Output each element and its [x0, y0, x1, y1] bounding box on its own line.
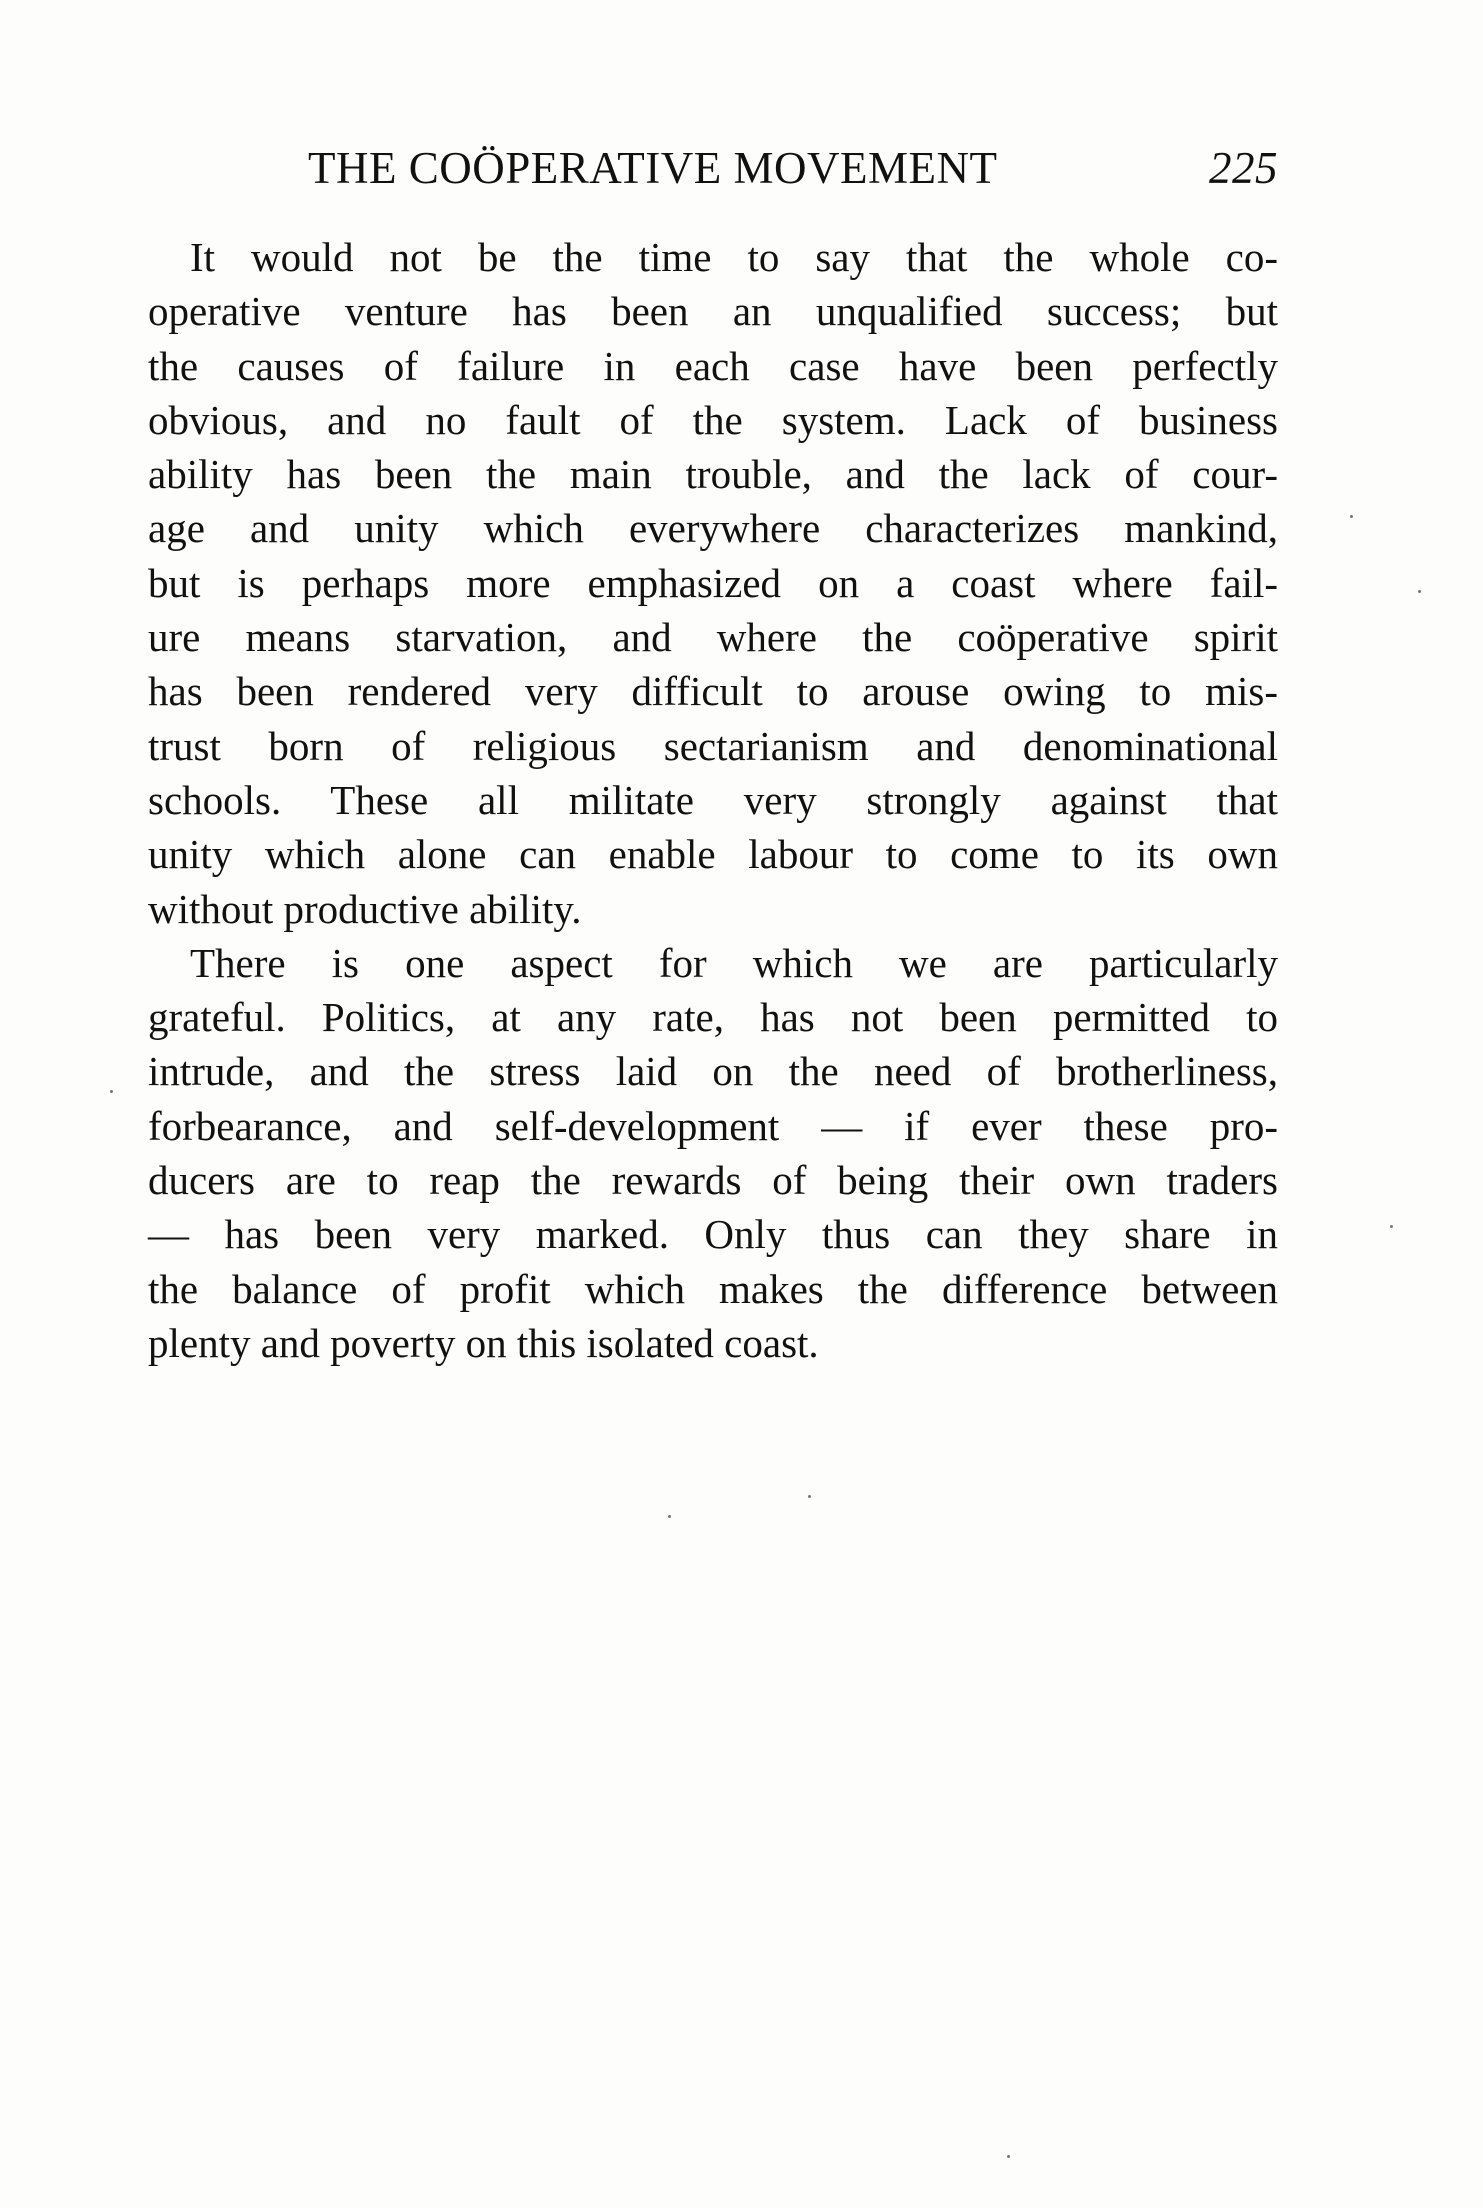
- scan-speck: [808, 1495, 811, 1498]
- scan-speck: [1007, 2155, 1010, 2158]
- text-line: the causes of failure in each case have been perfectly: [148, 342, 1278, 389]
- scan-speck: [1390, 1225, 1393, 1228]
- text-line: grateful. Politics, at any rate, has not been permitted to: [148, 994, 1278, 1041]
- paragraph-2: [148, 936, 1278, 1370]
- text-line: ducers are to reap the rewards of being their own traders: [148, 1157, 1278, 1204]
- text-line: age and unity which everywhere characterizes mankind,: [148, 505, 1278, 552]
- text-line: the balance of profit which makes the difference between: [148, 1265, 1278, 1312]
- scan-speck: [1350, 515, 1353, 518]
- text-line: but is perhaps more emphasized on a coast where fail-: [148, 559, 1278, 606]
- text-line: unity which alone can enable labour to come to its own: [148, 831, 1278, 878]
- text-line: plenty and poverty on this isolated coast.: [148, 1319, 819, 1366]
- running-title: THE COÖPERATIVE MOVEMENT: [308, 143, 998, 193]
- text-line: trust born of religious sectarianism and denominational: [148, 722, 1278, 769]
- scan-speck: [1418, 590, 1421, 593]
- text-line: ure means starvation, and where the coöperative spirit: [148, 614, 1278, 661]
- text-line: ability has been the main trouble, and the lack of cour-: [148, 451, 1278, 498]
- text-line: operative venture has been an unqualified success; but: [148, 288, 1278, 335]
- body-text: [148, 230, 1278, 1370]
- paragraph-1: [148, 230, 1278, 936]
- text-line: intrude, and the stress laid on the need of brotherliness,: [148, 1048, 1278, 1095]
- scan-speck: [110, 1090, 113, 1093]
- text-line: obvious, and no fault of the system. Lack of business: [148, 396, 1278, 443]
- text-line: It would not be the time to say that the whole co-: [190, 234, 1278, 280]
- running-head: [148, 142, 1278, 202]
- scan-speck: [668, 1515, 671, 1518]
- text-line: schools. These all militate very strongly against that: [148, 776, 1278, 823]
- text-line: — has been very marked. Only thus can they share in: [148, 1211, 1278, 1258]
- page-number: 225: [1209, 143, 1278, 193]
- text-line: forbearance, and self-development — if ever these pro-: [148, 1102, 1278, 1149]
- text-line: There is one aspect for which we are particularly: [190, 939, 1278, 986]
- text-line: has been rendered very difficult to arouse owing to mis-: [148, 668, 1278, 715]
- text-line: without productive ability.: [148, 885, 582, 932]
